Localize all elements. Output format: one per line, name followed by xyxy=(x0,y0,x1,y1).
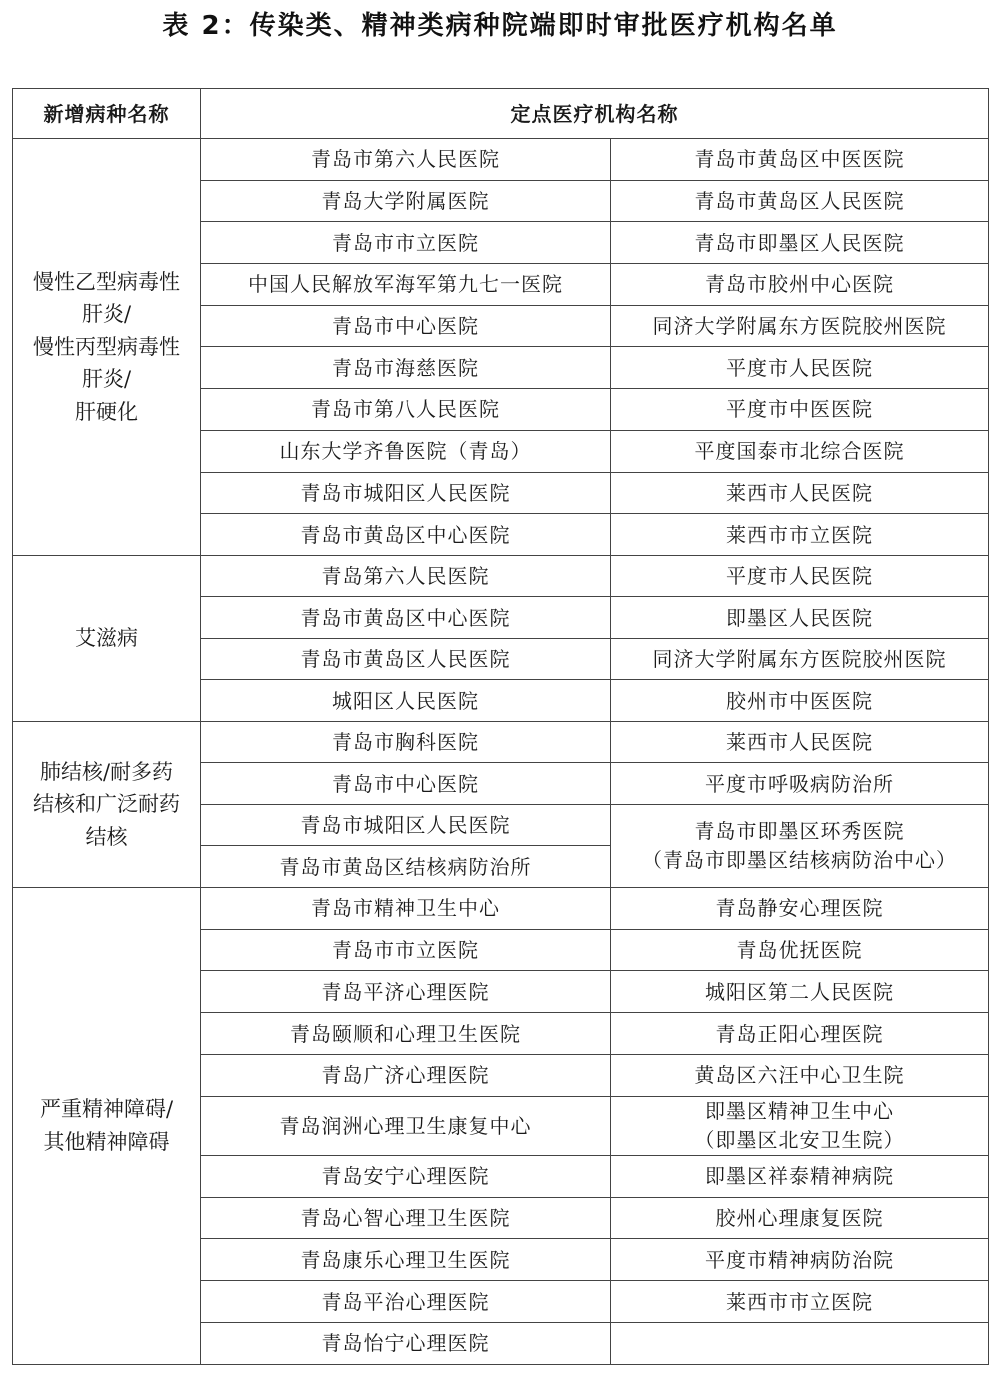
institution-cell-left: 青岛市中心医院 xyxy=(201,305,611,347)
institution-cell-right: 青岛优抚医院 xyxy=(611,929,989,971)
institution-cell-right: 莱西市人民医院 xyxy=(611,721,989,763)
page-title: 表 2：传染类、精神类病种院端即时审批医疗机构名单 xyxy=(162,11,838,41)
institution-cell-right: 莱西市市立医院 xyxy=(611,514,989,556)
institution-cell-right: 青岛市黄岛区人民医院 xyxy=(611,180,989,222)
table-header-row xyxy=(13,89,989,139)
institution-cell-right: 同济大学附属东方医院胶州医院 xyxy=(611,305,989,347)
institution-cell-right: 青岛正阳心理医院 xyxy=(611,1013,989,1055)
cell-line: 艾滋病 xyxy=(75,626,138,651)
institution-cell-right: 青岛静安心理医院 xyxy=(611,887,989,929)
cell-line: 慢性乙型病毒性 xyxy=(33,269,180,294)
institution-cell-left: 青岛市市立医院 xyxy=(201,929,611,971)
institution-cell-left: 城阳区人民医院 xyxy=(201,680,611,722)
disease-cell xyxy=(13,721,201,887)
institution-cell-left: 青岛平济心理医院 xyxy=(201,971,611,1013)
cell-line: 肺结核/耐多药 xyxy=(39,759,174,784)
cell-line: 结核 xyxy=(85,824,128,849)
institution-cell-right: 平度市人民医院 xyxy=(611,555,989,597)
institution-cell-left: 中国人民解放军海军第九七一医院 xyxy=(201,264,611,306)
institution-cell-left: 青岛市海慈医院 xyxy=(201,347,611,389)
cell-line: 即墨区精神卫生中心 xyxy=(705,1098,894,1123)
institution-cell-right: 胶州市中医医院 xyxy=(611,680,989,722)
disease-cell xyxy=(13,555,201,721)
cell-line: 肝硬化 xyxy=(75,399,138,424)
institution-cell-left: 青岛市第八人民医院 xyxy=(201,389,611,431)
institution-cell-right: 黄岛区六汪中心卫生院 xyxy=(611,1055,989,1097)
institution-cell-left: 青岛市胸科医院 xyxy=(201,721,611,763)
institution-cell-right: 平度国泰市北综合医院 xyxy=(611,430,989,472)
institution-cell-left: 青岛市第六人民医院 xyxy=(201,139,611,181)
institution-cell-left: 山东大学齐鲁医院（青岛） xyxy=(201,430,611,472)
institution-cell-right xyxy=(611,804,989,887)
cell-line: 其他精神障碍 xyxy=(43,1129,170,1154)
cell-line: 慢性丙型病毒性 xyxy=(33,334,180,359)
institution-cell-left: 青岛康乐心理卫生医院 xyxy=(201,1239,611,1281)
institution-cell-right: 胶州心理康复医院 xyxy=(611,1197,989,1239)
institution-cell-right: 城阳区第二人民医院 xyxy=(611,971,989,1013)
institution-cell-right: 即墨区祥泰精神病院 xyxy=(611,1155,989,1197)
institution-cell-right: 莱西市市立医院 xyxy=(611,1281,989,1323)
cell-line: 严重精神障碍/ xyxy=(39,1097,174,1122)
institution-cell-left: 青岛广济心理医院 xyxy=(201,1055,611,1097)
table-row xyxy=(13,139,989,181)
institution-cell-right: 莱西市人民医院 xyxy=(611,472,989,514)
table-row xyxy=(13,721,989,763)
table-row xyxy=(13,555,989,597)
institution-table xyxy=(12,88,989,1365)
disease-cell xyxy=(13,887,201,1364)
institution-cell-right: 平度市呼吸病防治所 xyxy=(611,763,989,805)
institution-cell-left: 青岛怡宁心理医院 xyxy=(201,1323,611,1365)
institution-cell-right: 青岛市黄岛区中医医院 xyxy=(611,139,989,181)
institution-cell-left: 青岛市中心医院 xyxy=(201,763,611,805)
institution-cell-right xyxy=(611,1096,989,1155)
institution-cell-right: 青岛市即墨区人民医院 xyxy=(611,222,989,264)
cell-line: 结核和广泛耐药 xyxy=(33,792,180,817)
cell-line: （即墨区北安卫生院） xyxy=(694,1127,905,1152)
institution-cell-left: 青岛市黄岛区中心医院 xyxy=(201,514,611,556)
institution-cell-left: 青岛市城阳区人民医院 xyxy=(201,472,611,514)
institution-cell-right: 平度市中医医院 xyxy=(611,389,989,431)
institution-cell-left: 青岛润洲心理卫生康复中心 xyxy=(201,1096,611,1155)
disease-cell xyxy=(13,139,201,556)
institution-cell-left: 青岛颐顺和心理卫生医院 xyxy=(201,1013,611,1055)
header-institution: 定点医疗机构名称 xyxy=(201,89,989,139)
institution-cell-right: 青岛市胶州中心医院 xyxy=(611,264,989,306)
institution-cell-left: 青岛市精神卫生中心 xyxy=(201,887,611,929)
cell-line: （青岛市即墨区结核病防治中心） xyxy=(642,847,957,872)
institution-cell-left: 青岛市市立医院 xyxy=(201,222,611,264)
institution-cell-right: 平度市精神病防治院 xyxy=(611,1239,989,1281)
institution-cell-left: 青岛市黄岛区结核病防治所 xyxy=(201,846,611,888)
cell-line: 肝炎/ xyxy=(81,367,132,392)
institution-cell-left: 青岛市黄岛区中心医院 xyxy=(201,597,611,639)
institution-cell-left: 青岛市黄岛区人民医院 xyxy=(201,638,611,680)
institution-cell-left: 青岛心智心理卫生医院 xyxy=(201,1197,611,1239)
cell-line: 青岛市即墨区环秀医院 xyxy=(694,818,905,843)
header-disease: 新增病种名称 xyxy=(13,89,201,139)
institution-cell-left: 青岛大学附属医院 xyxy=(201,180,611,222)
table-row xyxy=(13,887,989,929)
institution-cell-left: 青岛安宁心理医院 xyxy=(201,1155,611,1197)
table-body xyxy=(13,139,989,1365)
institution-cell-right: 同济大学附属东方医院胶州医院 xyxy=(611,638,989,680)
institution-cell-left: 青岛平治心理医院 xyxy=(201,1281,611,1323)
institution-cell-left: 青岛市城阳区人民医院 xyxy=(201,804,611,846)
cell-line: 肝炎/ xyxy=(81,302,132,327)
institution-cell-right: 平度市人民医院 xyxy=(611,347,989,389)
institution-cell-right: 即墨区人民医院 xyxy=(611,597,989,639)
institution-cell-left: 青岛第六人民医院 xyxy=(201,555,611,597)
institution-cell-right xyxy=(611,1323,989,1365)
